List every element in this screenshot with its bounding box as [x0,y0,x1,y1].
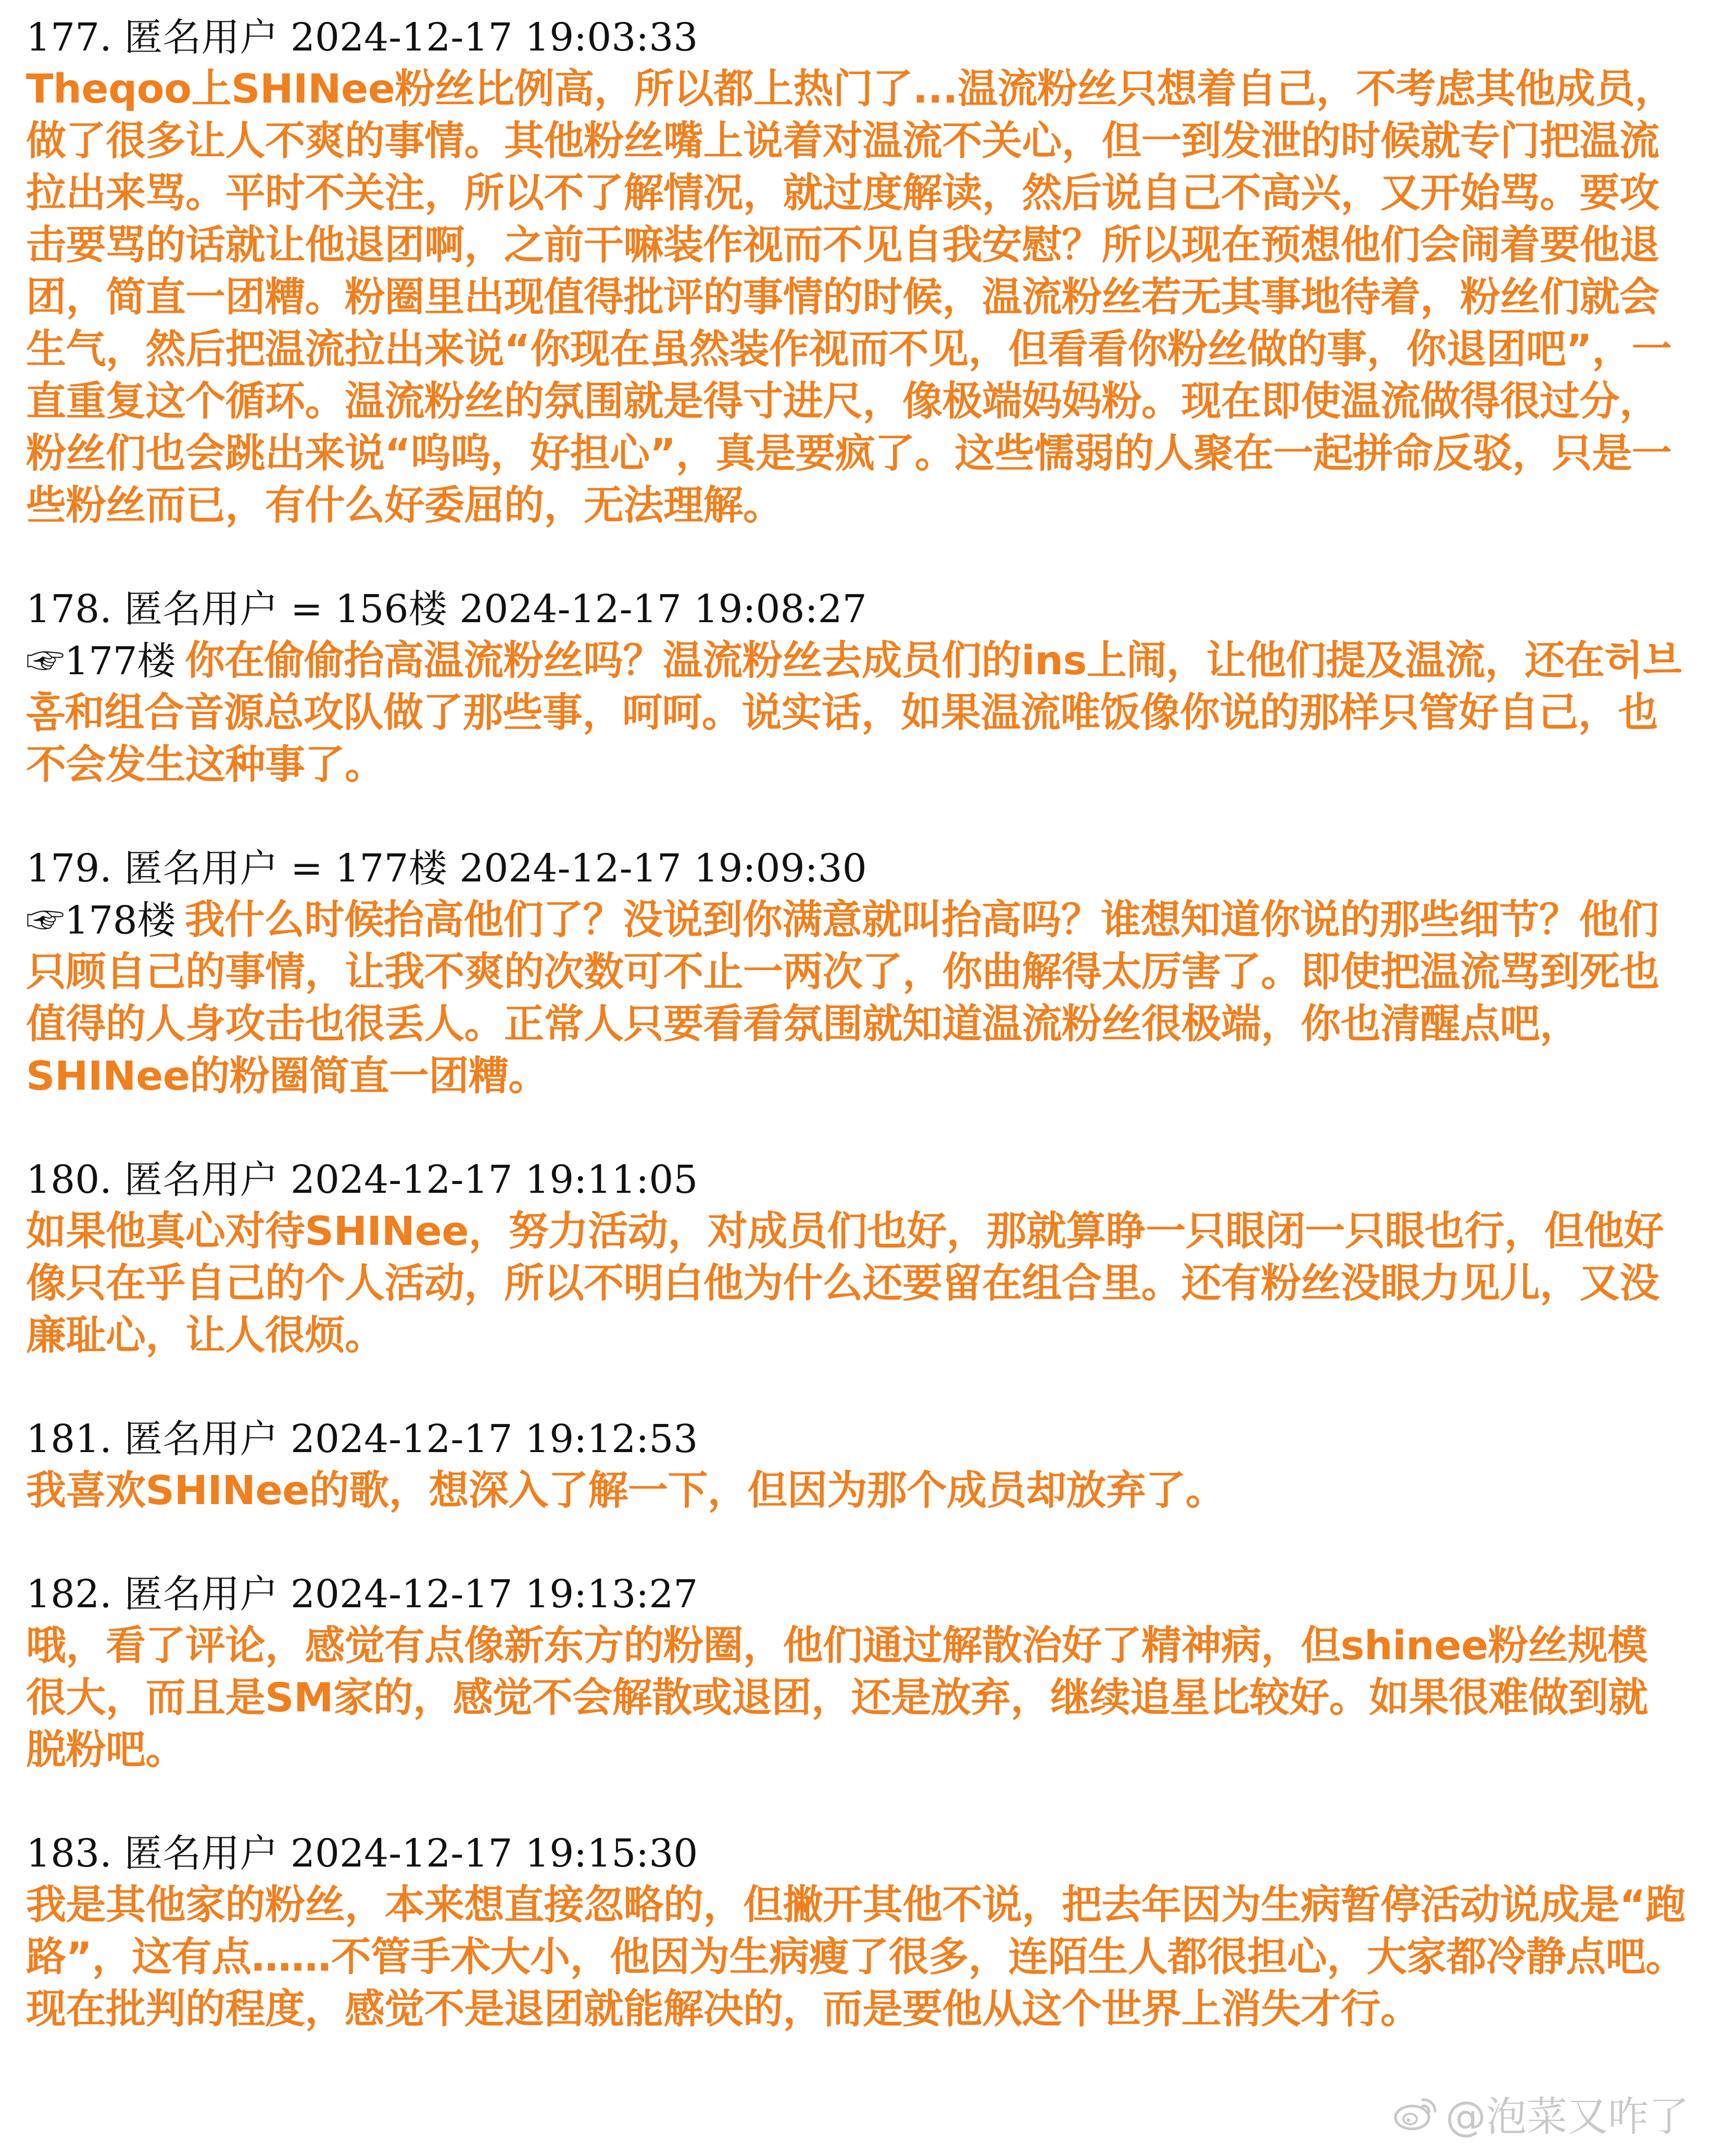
comment-date: 2024-12-17 [290,1831,513,1876]
comment-time: 19:03:33 [525,15,698,60]
comment-user: 匿名用户 [124,1572,279,1617]
weibo-logo-icon [1392,2095,1438,2132]
comment-date: 2024-12-17 [459,587,682,632]
comment-header [26,1413,1687,1465]
comment-number: 182. [26,1572,112,1617]
watermark [1392,2084,1689,2142]
quote-reference: ☞178楼 [26,898,175,943]
comment-time: 19:11:05 [525,1157,698,1202]
comment-header [26,842,1687,894]
comment-number: 180. [26,1157,112,1202]
comment-header [26,583,1687,635]
comment-time: 19:13:27 [525,1572,698,1617]
comment-182 [26,1568,1687,1776]
comment-date: 2024-12-17 [290,1417,513,1461]
comment-183 [26,1827,1687,2036]
comment-date: 2024-12-17 [290,1157,513,1202]
comment-user: 匿名用户 [124,15,279,60]
comment-body: Theqoo上SHINee粉丝比例高，所以都上热门了...温流粉丝只想着自己，不考虑其他成员，做了很多让人不爽的事情。其他粉丝嘴上说着对温流不关心，但一到发泄的时候就专门把温流拉出来骂。平时不关注，所以不了解情况，就过度解读，然后说自己不高兴，又开始骂。要攻击要骂的话就让他退团啊，之前干嘛装作视而不见自我安慰？所以现在预想他们会闹着要他退团，简直一团糟。粉圈里出现值得批评的事情的时候，温流粉丝若无其事地待着，粉丝们就会生气，然后把温流拉出来说“你现在虽然装作视而不见，但看看你粉丝做的事，你退团吧”，一直重复这个循环。温流粉丝的氛围就是得寸进尺，像极端妈妈粉。现在即使温流做得很过分，粉丝们也会跳出来说“呜呜，好担心”，真是要疯了。这些懦弱的人聚在一起拼命反驳，只是一些粉丝而已，有什么好委屈的，无法理解。 [26,66,1675,529]
comment-body [26,635,1687,791]
comment-user: 匿名用户 [124,1157,279,1202]
comment-text: 我什么时候抬高他们了？没说到你满意就叫抬高吗？谁想知道你说的那些细节？他们只顾自己的事情，让我不爽的次数可不止一两次了，你曲解得太厉害了。即使把温流骂到死也值得的人身攻击也很丢人。正常人只要看看氛围就知道温流粉丝很极端，你也清醒点吧，SHINee的粉圈简直一团糟。 [26,897,1659,1100]
comment-thread [26,11,1687,2087]
comment-user: 匿名用户 [124,587,279,632]
comment-header [26,11,1687,64]
comment-body: 我喜欢SHINee的歌，想深入了解一下，但因为那个成员却放弃了。 [26,1468,1226,1514]
comment-body: 哦，看了评论，感觉有点像新东方的粉圈，他们通过解散治好了精神病，但shinee粉丝规模很大，而且是SM家的，感觉不会解散或退团，还是放弃，继续追星比较好。如果很难做到就脱粉吧。 [26,1623,1648,1773]
comment-user: 匿名用户 [124,1417,279,1461]
comment-header [26,1827,1687,1880]
comment-number: 183. [26,1831,112,1876]
comment-number: 177. [26,15,112,60]
comment-179 [26,842,1687,1103]
comment-time: 19:15:30 [525,1831,698,1876]
comment-181 [26,1413,1687,1517]
comment-reply-to: = 177楼 [290,846,447,891]
comment-time: 19:08:27 [694,587,867,632]
comment-date: 2024-12-17 [459,846,682,891]
comment-header [26,1568,1687,1620]
comment-user: 匿名用户 [124,846,279,891]
comment-number: 179. [26,846,112,891]
comment-user: 匿名用户 [124,1831,279,1876]
comment-time: 19:12:53 [525,1417,698,1461]
comment-body: 如果他真心对待SHINee，努力活动，对成员们也好，那就算睁一只眼闭一只眼也行，但他好像只在乎自己的个人活动，所以不明白他为什么还要留在组合里。还有粉丝没眼力见儿，又没廉耻心，让人很烦。 [26,1208,1664,1359]
comment-178 [26,583,1687,791]
comment-date: 2024-12-17 [290,1572,513,1617]
comment-text: 你在偷偷抬高温流粉丝吗？温流粉丝去成员们的ins上闹，让他们提及温流，还在허브홈和组合音源总攻队做了那些事，呵呵。说实话，如果温流唯饭像你说的那样只管好自己，也不会发生这种事了。 [26,638,1682,788]
comment-body: 我是其他家的粉丝，本来想直接忽略的，但撇开其他不说，把去年因为生病暂停活动说成是“跑路”，这有点……不管手术大小，他因为生病瘦了很多，连陌生人都很担心，大家都冷静点吧。现在批判的程度，感觉不是退团就能解决的，而是要他从这个世界上消失才行。 [26,1882,1686,2033]
comment-180 [26,1154,1687,1362]
comment-body [26,894,1687,1103]
comment-time: 19:09:30 [694,846,867,891]
comment-177 [26,11,1687,532]
comment-header [26,1154,1687,1206]
comment-date: 2024-12-17 [290,15,513,60]
comment-reply-to: = 156楼 [290,587,447,632]
comment-number: 178. [26,587,112,632]
watermark-text: @泡菜又咋了 [1445,2094,1689,2140]
quote-reference: ☞177楼 [26,639,175,684]
comment-number: 181. [26,1417,112,1461]
